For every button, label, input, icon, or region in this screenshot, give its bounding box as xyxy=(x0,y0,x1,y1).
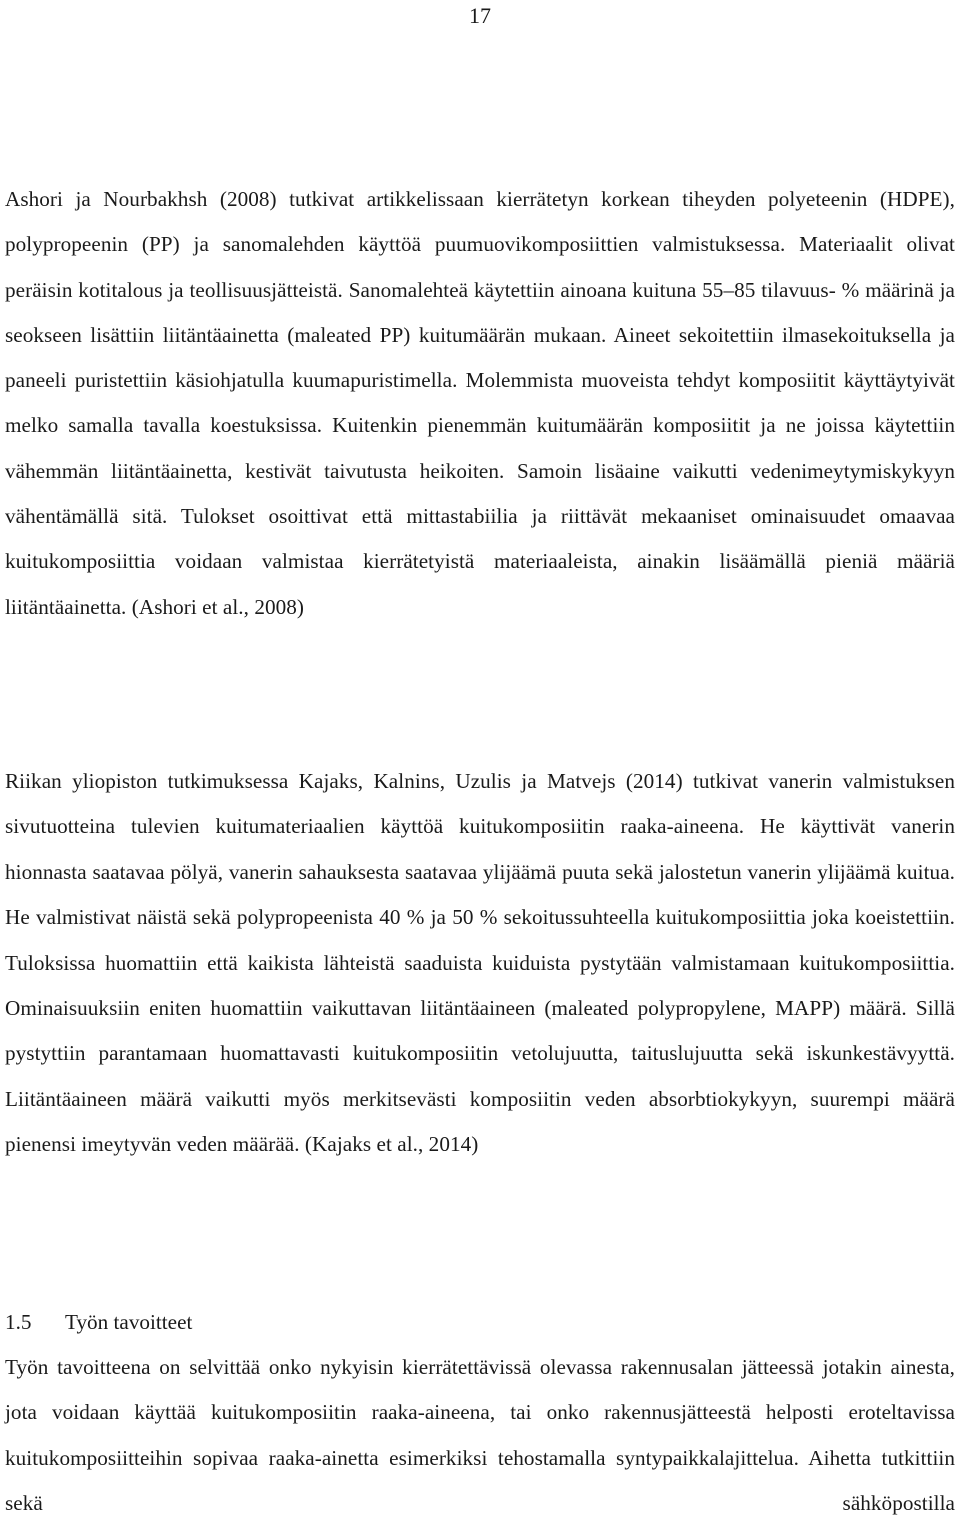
section-number: 1.5 xyxy=(5,1310,32,1334)
section-heading xyxy=(5,1306,192,1338)
page-number: 17 xyxy=(469,3,491,28)
paragraph-kajaks: Riikan yliopiston tutkimuksessa Kajaks, Kalnins, Uzulis ja Matvejs (2014) tutkivat vanerin valmistuksen sivutuotteina tulevien kuitumateriaalien käyttöä kuitukomposiitin raaka-aineena. He käyttivät vanerin hionnasta saatavaa pölyä, vanerin sahauksesta saatavaa ylijäämä puuta sekä jalostetun vanerin ylijäämä kuitua. He valmistivat näistä sekä polypropeenista 40 % ja 50 % sekoitussuhteella kuitukomposiittia joka koeistettiin. Tuloksissa huomattiin että kaikista lähteistä saaduista kuiduista pystytään valmistamaan kuitukomposiittia. Ominaisuuksiin eniten huomattiin vaikuttavan liitäntäaineen (maleated polypropylene, MAPP) määrä. Sillä pystyttiin parantamaan huomattavasti kuitukomposiitin vetolujuutta, taituslujuutta sekä iskunkestävyyttä. Liitäntäaineen määrä vaikutti myös merkitsevästi komposiitin veden absorbtiokykyyn, suurempi määrä pienensi imeytyvän veden määrää. (Kajaks et al., 2014) xyxy=(5,769,955,1157)
section-title: Työn tavoitteet xyxy=(65,1310,193,1334)
paragraph-objectives: Työn tavoitteena on selvittää onko nykyisin kierrätettävissä olevassa rakennusalan jätteessä jotakin ainesta, jota voidaan käyttää kuitukomposiitin raaka-aineena, tai onko rakennusjätteestä helposti eroteltavissa kuitukomposiitteihin sopivaa raaka-ainetta esimerkiksi tehostamalla syntypaikkalajittelua. Aihetta tutkittiin sekä sähköpostilla xyxy=(5,1355,955,1515)
paragraph-ashori: Ashori ja Nourbakhsh (2008) tutkivat artikkelissaan kierrätetyn korkean tiheyden polyeteenin (HDPE), polypropeenin (PP) ja sanomalehden käyttöä puumuovikomposiittien valmistuksessa. Materiaalit olivat peräisin kotitalous ja teollisuusjätteistä. Sanomalehteä käytettiin ainoana kuituna 55–85 tilavuus- % määrinä ja seokseen lisättiin liitäntäainetta (maleated PP) kuitumäärän mukaan. Aineet sekoitettiin ilmasekoituksella ja paneeli puristettiin käsiohjatulla kuumapuristimella. Molemmista muoveista tehdyt komposiitit käyttäytyivät melko samalla tavalla koestuksissa. Kuitenkin pienemmän kuitumäärän komposiitit ja ne joissa käytettiin vähemmän liitäntäainetta, kestivät taivutusta heikoiten. Samoin lisäaine vaikutti vedenimeytymiskykyyn vähentämällä sitä. Tulokset osoittivat että mittastabiilia ja riittävät mekaaniset ominaisuudet omaavaa kuitukomposiittia voidaan valmistaa kierrätetyistä materiaaleista, ainakin lisäämällä pieniä määriä liitäntäainetta. (Ashori et al., 2008) xyxy=(5,187,955,619)
